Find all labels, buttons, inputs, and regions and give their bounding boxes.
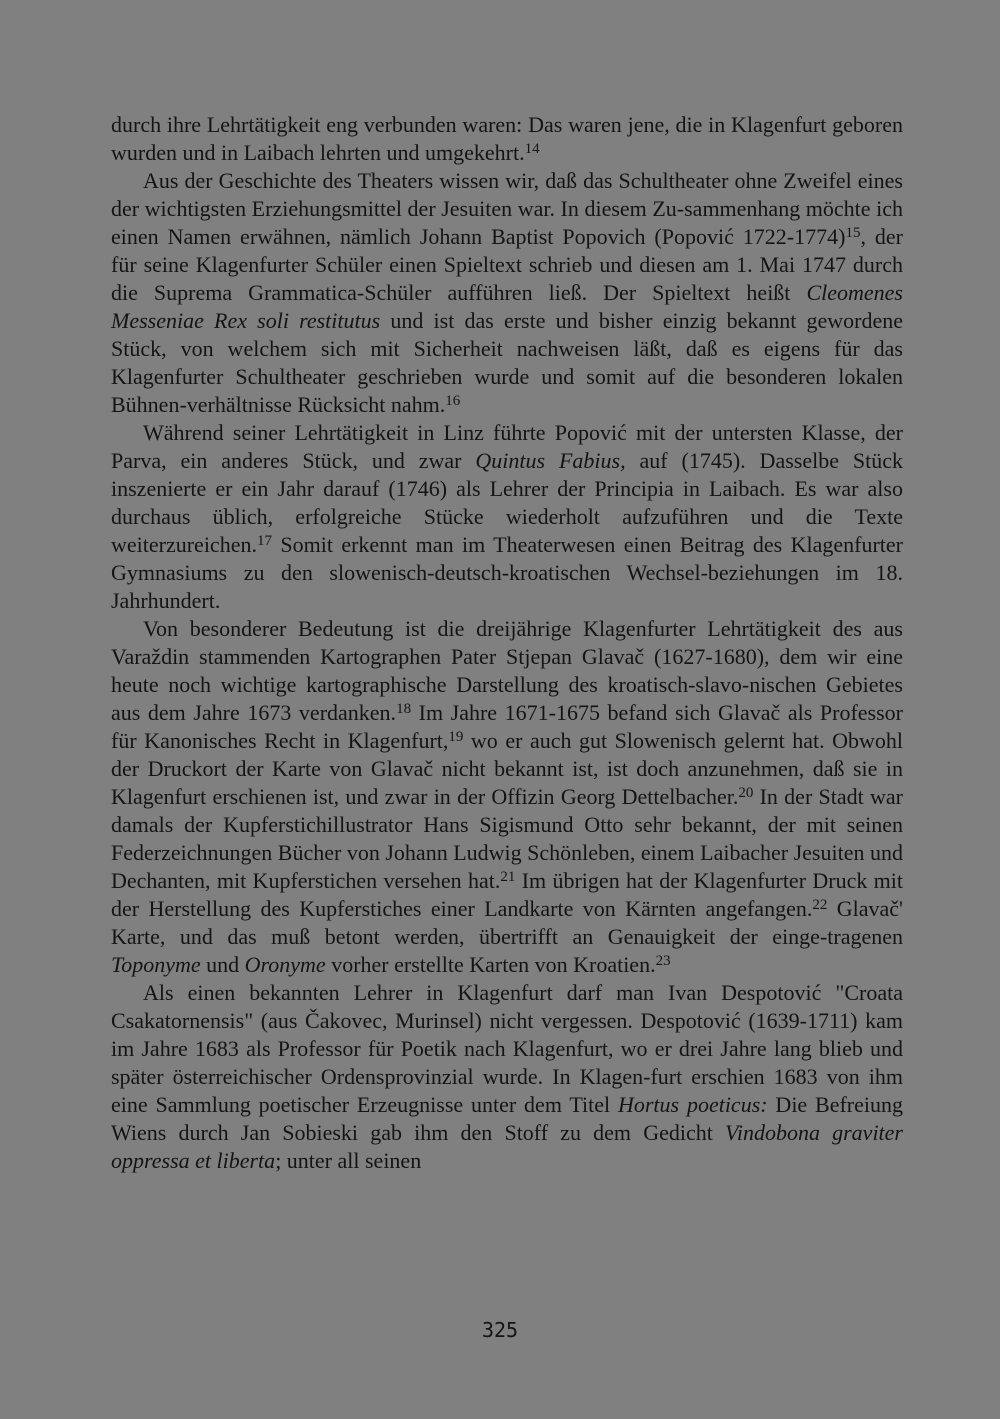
paragraph	[111, 615, 903, 979]
text-run: durch ihre Lehrtätigkeit eng verbunden waren: Das waren jene, die in Klagenfurt geboren wurden und in Laibach lehrten und umgekehrt.	[111, 112, 903, 165]
footnote-marker: 20	[738, 785, 754, 801]
footnote-marker: 19	[448, 729, 464, 745]
page-number: 325	[481, 1318, 519, 1342]
italic-title: Oronyme	[244, 952, 326, 977]
paragraph	[111, 167, 903, 419]
footnote-marker: 22	[812, 897, 828, 913]
text-run: Im übrigen hat der Klagenfurter Druck mit der Herstellung des Kupferstiches einer Landkarte von Kärnten angefangen.	[111, 868, 903, 921]
italic-title: Hortus poeticus:	[617, 1092, 768, 1117]
italic-title: Vindobona graviter oppressa et liberta	[111, 1120, 903, 1173]
text-run: vorher erstellte Karten von Kroatien.	[325, 952, 656, 977]
paragraph	[111, 111, 903, 167]
text-run: und	[200, 952, 245, 977]
paragraph	[111, 419, 903, 615]
text-run: Aus der Geschichte des Theaters wissen wir, daß das Schultheater ohne Zweifel eines der wichtigsten Erziehungsmittel der Jesuiten war. In diesem Zu-sammenhang möchte ich einen Namen erwähnen, nämlich Johann Baptist Popovich (Popović 1722-1774)	[111, 168, 903, 249]
text-run: Als einen bekannten Lehrer in Klagenfurt darf man Ivan Despotović "Croata Csakatornensis" (aus Čakovec, Murinsel) nicht vergessen. Despotović (1639-1711) kam im Jahre 1683 als Professor für Poetik nach Klagenfurt, wo er drei Jahre lang blieb und später österreichischer Ordensprovinzial wurde. In Klagen-furt erschien 1683 von ihm eine Sammlung poetischer Erzeugnisse unter dem Titel	[111, 980, 903, 1117]
text-run: wo er auch gut Slowenisch gelernt hat. Obwohl der Druckort der Karte von Glavač nicht bekannt ist, ist doch anzunehmen, daß sie in Klagenfurt erschienen ist, und zwar in der Offizin Georg Dettelbacher.	[111, 728, 903, 809]
text-run: Im Jahre 1671-1675 befand sich Glavač als Professor für Kanonisches Recht in Klagenfurt,	[111, 700, 903, 753]
paragraph	[111, 979, 903, 1175]
text-run: auf (1745). Dasselbe Stück inszenierte er ein Jahr darauf (1746) als Lehrer der Principia in Laibach. Es war also durchaus üblich, erfolgreiche Stücke wiederholt aufzuführen und die Texte weiterzureichen.	[111, 448, 903, 557]
text-run: , der für seine Klagenfurter Schüler einen Spieltext schrieb und diesen am 1. Mai 1747 durch die Suprema Grammatica-Schüler aufführen ließ. Der Spieltext heißt	[111, 224, 903, 305]
body-text	[111, 111, 903, 1175]
footnote-marker: 21	[500, 869, 516, 885]
italic-title: Cleomenes Messeniae Rex soli restitutus	[111, 280, 903, 333]
italic-title: Toponyme	[111, 952, 201, 977]
footnote-marker: 15	[845, 225, 861, 241]
text-run: und ist das erste und bisher einzig bekannt gewordene Stück, von welchem sich mit Sicherheit nachweisen läßt, daß es eigens für das Klagenfurter Schultheater geschrieben wurde und somit auf die besonderen lokalen Bühnen-verhältnisse Rücksicht nahm.	[111, 308, 903, 417]
text-run: ; unter all seinen	[275, 1148, 422, 1173]
text-run: Die Befreiung Wiens durch Jan Sobieski gab ihm den Stoff zu dem Gedicht	[111, 1092, 903, 1145]
text-run: Während seiner Lehrtätigkeit in Linz führte Popović mit der untersten Klasse, der Parva, ein anderes Stück, und zwar	[111, 420, 903, 473]
footnote-marker: 14	[524, 141, 540, 157]
footnote-marker: 17	[256, 533, 272, 549]
text-run: In der Stadt war damals der Kupferstichillustrator Hans Sigismund Otto sehr bekannt, der mit seinen Federzeichnungen Bücher von Johann Ludwig Schönleben, einem Laibacher Jesuiten und Dechanten, mit Kupferstichen versehen hat.	[111, 784, 903, 893]
footnote-marker: 18	[396, 701, 412, 717]
text-run: Von besonderer Bedeutung ist die dreijährige Klagenfurter Lehrtätigkeit des aus Varaždin stammenden Kartographen Pater Stjepan Glavač (1627-1680), dem wir eine heute noch wichtige kartographische Darstellung des kroatisch-slavo-nischen Gebietes aus dem Jahre 1673 verdanken.	[111, 616, 903, 725]
text-run: Somit erkennt man im Theaterwesen einen Beitrag des Klagenfurter Gymnasiums zu den slowenisch-deutsch-kroatischen Wechsel-beziehungen im 18. Jahrhundert.	[111, 532, 903, 613]
footnote-marker: 23	[655, 953, 671, 969]
footnote-marker: 16	[445, 393, 461, 409]
italic-title: Quintus Fabius,	[475, 448, 626, 473]
text-run: Glavač' Karte, und das muß betont werden, übertrifft an Genauigkeit der einge-tragenen	[111, 896, 903, 949]
